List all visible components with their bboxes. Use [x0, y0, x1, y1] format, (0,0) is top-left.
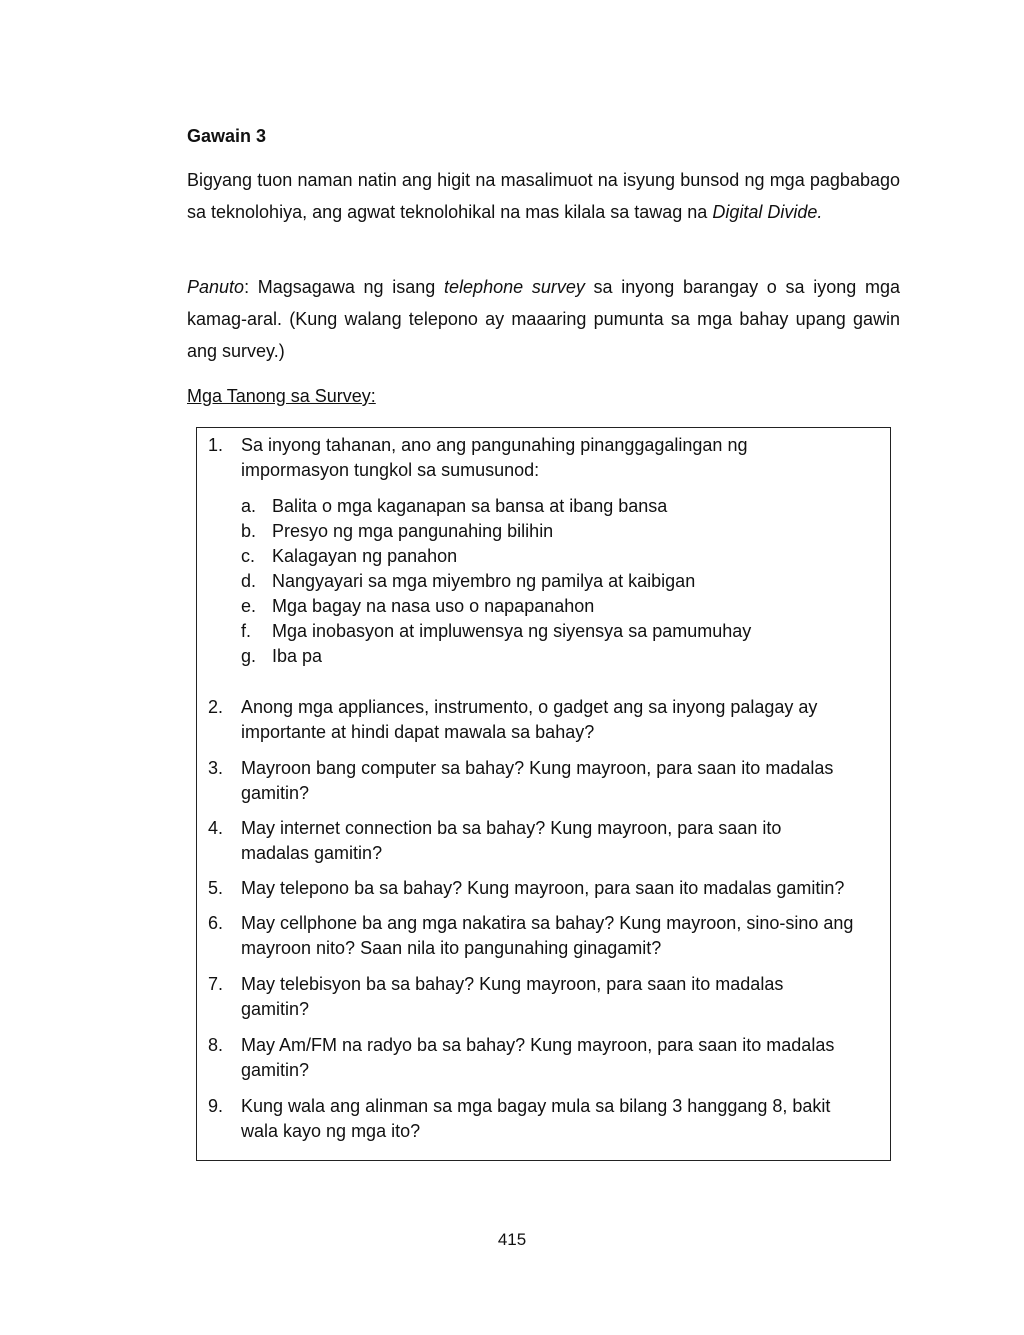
- sub-item-e: [241, 594, 881, 619]
- question-text: Anong mga appliances, instrumento, o gadget ang sa inyong palagay ay importante at hindi dapat mawala sa bahay?: [241, 697, 818, 742]
- sub-item-letter: d.: [241, 571, 257, 591]
- question-number: 5.: [208, 878, 224, 898]
- question-number: 6.: [208, 913, 224, 933]
- instructions-text-1: : Magsagawa ng isang: [244, 277, 445, 297]
- question-text: May telepono ba sa bahay? Kung mayroon, para saan ito madalas gamitin?: [241, 878, 845, 898]
- intro-italic-term: Digital Divide.: [712, 202, 823, 222]
- instructions-text-2: sa inyong barangay o sa iyong mga kamag-aral. (Kung walang telepono ay maaaring pumunta sa mga bahay upang gawin ang survey.): [187, 277, 901, 361]
- sub-item-b: [241, 519, 881, 544]
- instructions-paragraph: [187, 271, 900, 367]
- survey-question-1: [208, 433, 888, 483]
- question-number: 3.: [208, 758, 224, 778]
- sub-item-letter: f.: [241, 621, 252, 641]
- sub-item-text: Mga bagay na nasa uso o napapanahon: [272, 596, 595, 616]
- activity-heading: Gawain 3: [187, 126, 267, 146]
- survey-question-4: [208, 816, 888, 866]
- sub-item-letter: b.: [241, 521, 257, 541]
- survey-question-5: [208, 876, 888, 901]
- sub-item-text: Iba pa: [272, 646, 323, 666]
- survey-question-6: [208, 911, 888, 961]
- question-number: 4.: [208, 818, 224, 838]
- sub-item-text: Balita o mga kaganapan sa bansa at ibang bansa: [272, 496, 668, 516]
- sub-item-g: [241, 644, 881, 669]
- sub-item-text: Nangyayari sa mga miyembro ng pamilya at kaibigan: [272, 571, 696, 591]
- question-number: 1.: [208, 435, 224, 455]
- instructions-label: Panuto: [187, 277, 245, 297]
- sub-item-f: [241, 619, 881, 644]
- survey-question-2: [208, 695, 888, 745]
- sub-item-text: Presyo ng mga pangunahing bilihin: [272, 521, 554, 541]
- question-text: May internet connection ba sa bahay? Kung mayroon, para saan ito madalas gamitin?: [241, 818, 782, 863]
- sub-item-letter: g.: [241, 646, 257, 666]
- sub-item-text: Mga inobasyon at impluwensya ng siyensya sa pamumuhay: [272, 621, 752, 641]
- intro-text: Bigyang tuon naman natin ang higit na masalimuot na isyung bunsod ng mga pagbabago sa teknolohiya, ang agwat teknolohikal na mas kilala sa tawag na: [187, 170, 900, 222]
- question-number: 8.: [208, 1035, 224, 1055]
- survey-question-3: [208, 756, 888, 806]
- page-number: 415: [497, 1230, 527, 1249]
- question-text: May cellphone ba ang mga nakatira sa bahay? Kung mayroon, sino-sino ang mayroon nito? Saan nila ito pangunahing ginagamit?: [241, 913, 854, 958]
- instructions-italic-term: telephone survey: [444, 277, 585, 297]
- survey-question-9: [208, 1094, 888, 1144]
- survey-question-8: [208, 1033, 888, 1083]
- question-text: Mayroon bang computer sa bahay? Kung mayroon, para saan ito madalas gamitin?: [241, 758, 834, 803]
- question-number: 7.: [208, 974, 224, 994]
- sub-item-letter: a.: [241, 496, 257, 516]
- question-text: Sa inyong tahanan, ano ang pangunahing pinanggagalingan ng impormasyon tungkol sa sumusunod:: [241, 435, 748, 480]
- intro-paragraph: [187, 164, 900, 228]
- question-number: 2.: [208, 697, 224, 717]
- sub-item-text: Kalagayan ng panahon: [272, 546, 458, 566]
- survey-title: Mga Tanong sa Survey:: [187, 386, 376, 406]
- question-text: May telebisyon ba sa bahay? Kung mayroon, para saan ito madalas gamitin?: [241, 974, 784, 1019]
- survey-question-7: [208, 972, 888, 1022]
- sub-item-letter: c.: [241, 546, 256, 566]
- sub-item-d: [241, 569, 881, 594]
- sub-item-c: [241, 544, 881, 569]
- question-text: Kung wala ang alinman sa mga bagay mula sa bilang 3 hanggang 8, bakit wala kayo ng mga ito?: [241, 1096, 831, 1141]
- question-text: May Am/FM na radyo ba sa bahay? Kung mayroon, para saan ito madalas gamitin?: [241, 1035, 835, 1080]
- question-number: 9.: [208, 1096, 224, 1116]
- sub-item-letter: e.: [241, 596, 257, 616]
- sub-item-a: [241, 494, 881, 519]
